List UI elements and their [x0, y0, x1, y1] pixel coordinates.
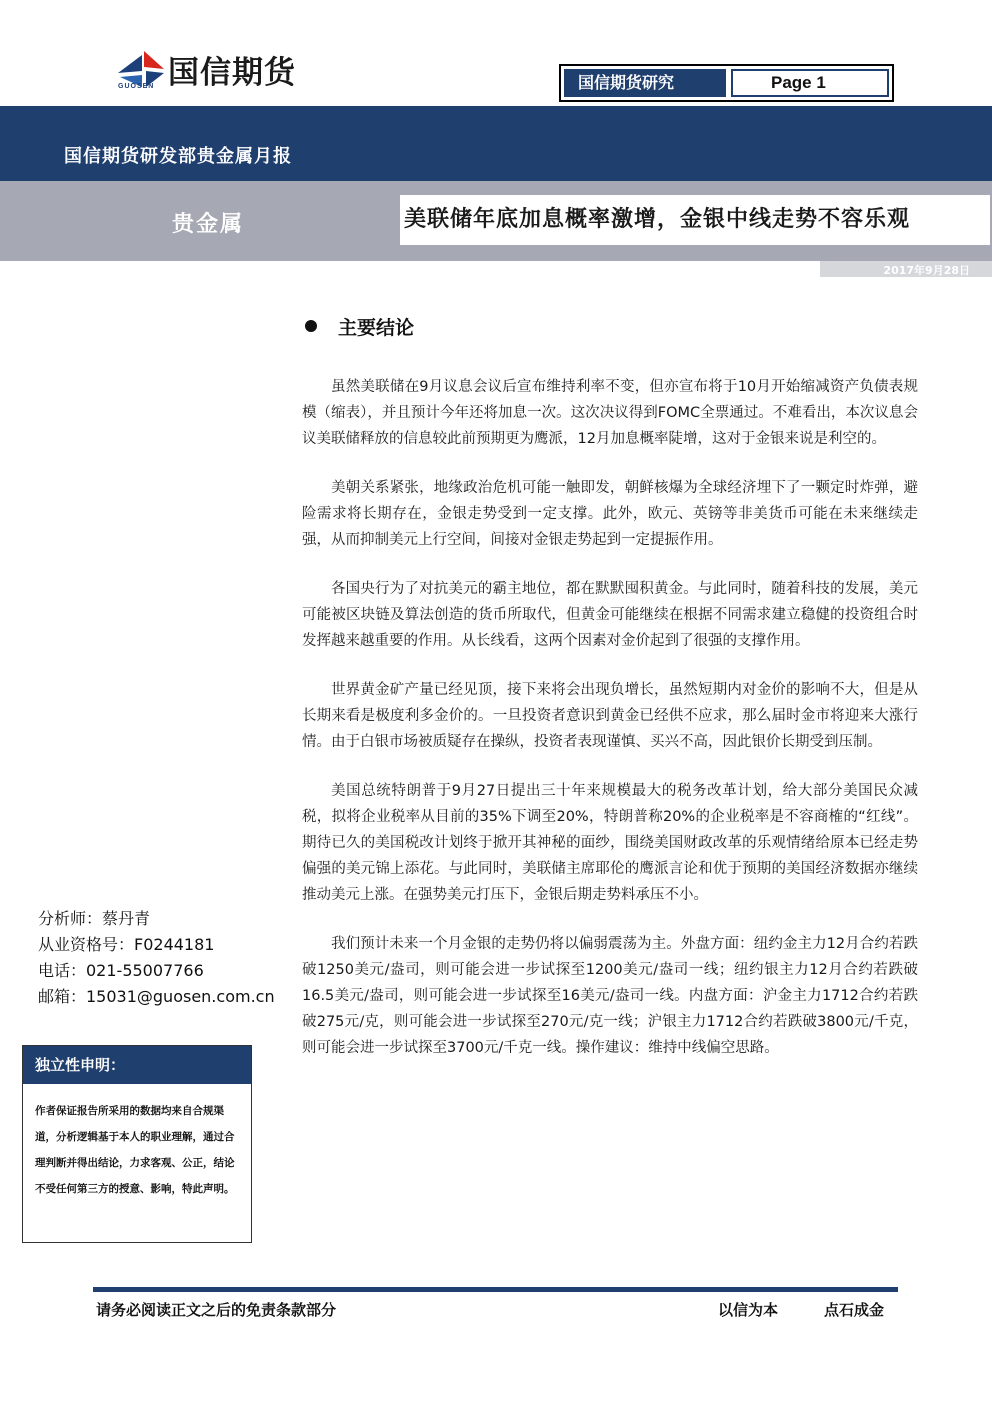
- statement-text: 作者保证报告所采用的数据均来自合规渠道，分析逻辑基于本人的职业理解，通过合理判断并得出结论，力求客观、公正，结论不受任何第三方的授意、影响，特此声明。: [35, 1105, 235, 1195]
- paragraph: 世界黄金矿产量已经见顶，接下来将会出现负增长，虽然短期内对金价的影响不大，但是从长期来看是极度利多金价的。一旦投资者意识到黄金已经供不应求，那么届时金市将迎来大涨行情。由于白银市场被质疑存在操纵，投资者表现谨慎、买兴不高，因此银价长期受到压制。: [302, 682, 918, 750]
- company-logo: [116, 45, 356, 95]
- analyst-name: 分析师：蔡丹青: [38, 909, 151, 928]
- analyst-phone: 电话：021-55007766: [38, 961, 204, 980]
- paragraph: 我们预计未来一个月金银的走势仍将以偏弱震荡为主。外盘方面：纽约金主力12月合约若跌破1250美元/盎司，则可能会进一步试探至1200美元/盎司一线；纽约银主力12月合约若跌破16.5美元/盎司，则可能会进一步试探至16美元/盎司一线。内盘方面：沪金主力1712合约若跌破275元/克，则可能会进一步试探至270元/克一线；沪银主力1712合约若跌破3800元/千克，则可能会进一步试探至3700元/千克一线。操作建议：维持中线偏空思路。: [302, 936, 918, 1056]
- statement-title: 独立性申明：: [23, 1046, 251, 1084]
- footer-rule: [93, 1287, 898, 1292]
- footer-motto-1: 以信为本: [718, 1301, 779, 1319]
- analyst-license: 从业资格号：F0244181: [38, 935, 215, 954]
- headline-box: [400, 195, 990, 245]
- paragraph: 虽然美联储在9月议息会议后宣布维持利率不变，但亦宣布将于10月开始缩减资产负债表规模（缩表），并且预计今年还将加息一次。这次决议得到FOMC全票通过。不难看出，本次议息会议美联储释放的信息较此前预期更为鹰派，12月加息概率陡增，这对于金银来说是利空的。: [302, 379, 918, 447]
- section-title: 主要结论: [338, 317, 415, 339]
- footer-motto-2: 点石成金: [824, 1301, 885, 1319]
- category-label: 贵金属: [172, 212, 245, 237]
- brand-name: 国信期货: [168, 55, 296, 91]
- analyst-email: 邮箱：15031@guosen.com.cn: [38, 987, 275, 1006]
- footer-disclaimer-note: 请务必阅读正文之后的免责条款部分: [96, 1301, 337, 1319]
- paragraph: 美朝关系紧张，地缘政治危机可能一触即发，朝鲜核爆为全球经济埋下了一颗定时炸弹，避险需求将长期存在，金银走势受到一定支撑。此外，欧元、英镑等非美货币可能在未来继续走强，从而抑制美元上行空间，间接对金银走势起到一定提振作用。: [302, 480, 918, 548]
- bullet-icon: [305, 320, 317, 332]
- page-label: Page 1: [731, 69, 889, 97]
- report-title: 国信期货研发部贵金属月报: [64, 146, 292, 167]
- paragraph: 各国央行为了对抗美元的霸主地位，都在默默囤积黄金。与此同时，随着科技的发展，美元可能被区块链及算法创造的货币所取代，但黄金可能继续在根据不同需求建立稳健的投资组合时发挥越来越重要的作用。从长线看，这两个因素对金价起到了很强的支撑作用。: [302, 581, 918, 649]
- category-band: [0, 181, 992, 261]
- date-strip: [820, 261, 992, 277]
- paragraph: 美国总统特朗普于9月27日提出三十年来规模最大的税务改革计划，给大部分美国民众减税，拟将企业税率从目前的35%下调至20%，特朗普称20%的企业税率是不容商榷的“红线”。期待已久的美国税改计划终于掀开其神秘的面纱，围绕美国财政改革的乐观情绪给原本已经走势偏强的美元锦上添花。与此同时，美联储主席耶伦的鹰派言论和优于预期的美国经济数据亦继续推动美元上涨。在强势美元打压下，金银后期走势料承压不小。: [302, 783, 918, 903]
- report-date: 2017年9月28日: [883, 264, 970, 277]
- research-page-box: [559, 64, 894, 102]
- analyst-info: [38, 906, 298, 1010]
- body-text: [302, 374, 918, 1084]
- research-label: 国信期货研究: [564, 69, 726, 97]
- headline: 美联储年底加息概率激增，金银中线走势不容乐观: [404, 206, 911, 232]
- report-banner: [0, 106, 992, 181]
- independence-statement: [22, 1045, 252, 1243]
- brand-sub: GUOSEN: [118, 83, 155, 90]
